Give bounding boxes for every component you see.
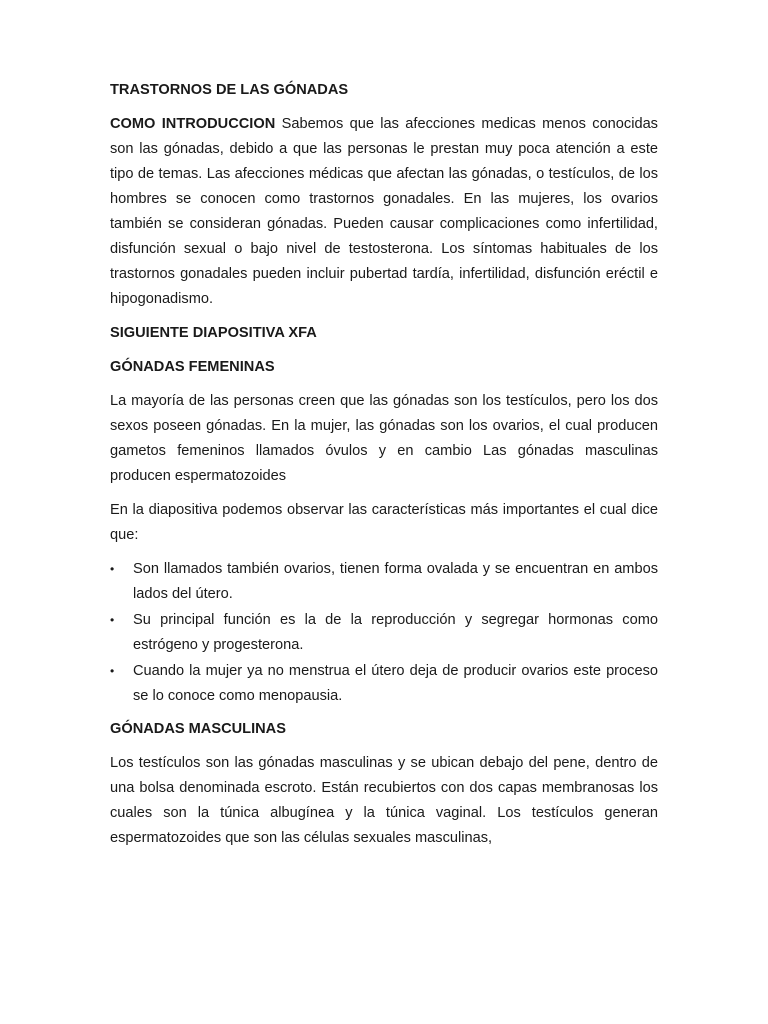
list-item (110, 608, 658, 658)
intro-paragraph (110, 112, 658, 312)
female-paragraph-1: La mayoría de las personas creen que las gónadas son los testículos, pero los dos sexos poseen gónadas. En la mujer, las gónadas son los ovarios, el cual producen gametos femeninos llamados óvulos y en cambio Las gónadas masculinas producen espermatozoides (110, 393, 658, 484)
bullet-icon: • (110, 613, 115, 627)
female-paragraph-2: En la diapositiva podemos observar las características más importantes el cual dice que: (110, 502, 658, 543)
bullet-icon: • (110, 664, 115, 678)
list-item (110, 659, 658, 709)
bullet-text: Son llamados también ovarios, tienen forma ovalada y se encuentran en ambos lados del útero. (133, 561, 658, 602)
bullet-icon: • (110, 562, 115, 576)
bullet-text: Su principal función es la de la reproducción y segregar hormonas como estrógeno y progesterona. (133, 612, 658, 653)
female-gonads-heading: GÓNADAS FEMENINAS (110, 359, 275, 375)
male-gonads-heading: GÓNADAS MASCULINAS (110, 721, 286, 737)
bullet-text: Cuando la mujer ya no menstrua el útero deja de producir ovarios este proceso se lo conoce como menopausia. (133, 663, 658, 704)
document-title: TRASTORNOS DE LAS GÓNADAS (110, 82, 349, 98)
intro-text: Sabemos que las afecciones medicas menos conocidas son las gónadas, debido a que las personas le prestan muy poca atención a este tipo de temas. Las afecciones médicas que afectan las gónadas, o testículos, de los hombres se conocen como trastornos gonadales. En las mujeres, los ovarios también se consideran gónadas. Pueden causar complicaciones como infertilidad, disfunción sexual o bajo nivel de testosterona. Los síntomas habituales de los trastornos gonadales pueden incluir pubertad tardía, infertilidad, disfunción eréctil e hipogonadismo. (110, 116, 658, 307)
list-item (110, 557, 658, 607)
intro-lead: COMO INTRODUCCION (110, 116, 276, 132)
next-slide-heading: SIGUIENTE DIAPOSITIVA XFA (110, 325, 317, 341)
female-bullet-list (110, 557, 658, 709)
male-paragraph-1: Los testículos son las gónadas masculinas y se ubican debajo del pene, dentro de una bolsa denominada escroto. Están recubiertos con dos capas membranosas los cuales son la túnica albugínea y la túnica vaginal. Los testículos generan espermatozoides que son las células sexuales masculinas, (110, 755, 658, 846)
